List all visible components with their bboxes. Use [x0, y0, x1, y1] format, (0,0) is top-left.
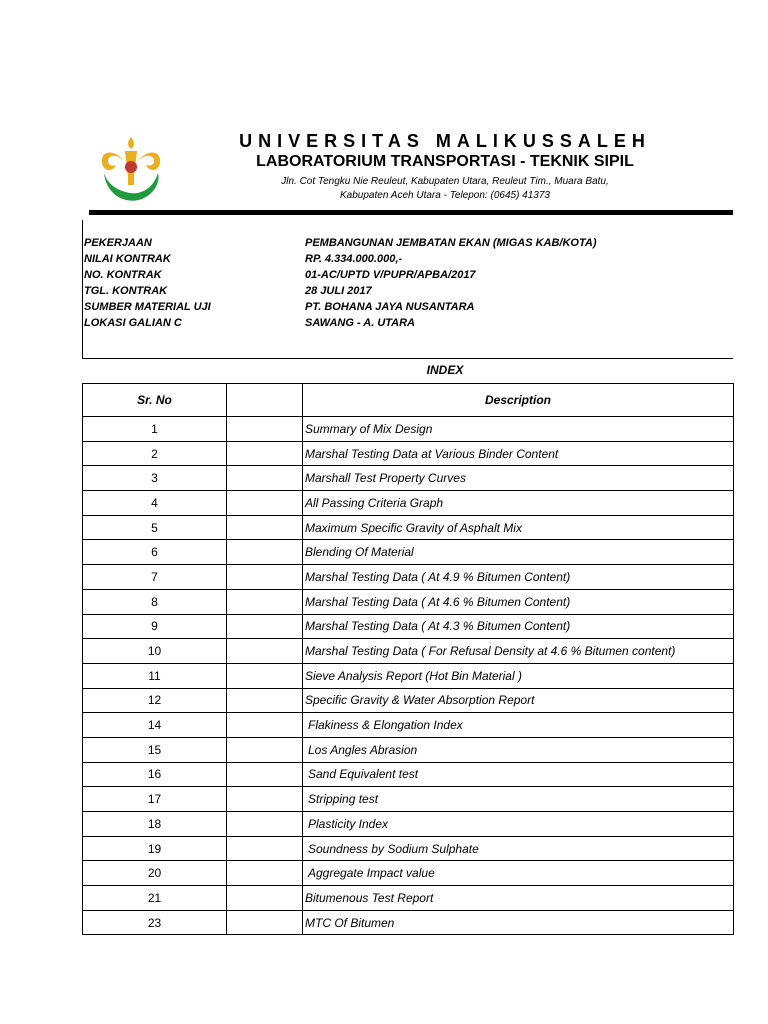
row-desc: Maximum Specific Gravity of Asphalt Mix [303, 515, 734, 540]
row-no: 5 [83, 515, 227, 540]
row-desc: Sand Equivalent test [303, 762, 734, 787]
project-info [84, 237, 724, 333]
row-no: 18 [83, 812, 227, 837]
table-row [83, 762, 734, 787]
row-desc: Sieve Analysis Report (Hot Bin Material ) [303, 663, 734, 688]
row-blank [227, 663, 303, 688]
row-blank [227, 466, 303, 491]
info-label: PEKERJAAN [84, 237, 152, 249]
table-row [83, 466, 734, 491]
col-header-no: Sr. No [83, 384, 227, 417]
table-row [83, 639, 734, 664]
row-desc: MTC Of Bitumen [303, 910, 734, 935]
row-blank [227, 515, 303, 540]
table-row [83, 565, 734, 590]
info-label: TGL. KONTRAK [84, 285, 168, 297]
row-desc: Marshal Testing Data ( At 4.9 % Bitumen Content) [303, 565, 734, 590]
info-label: LOKASI GALIAN C [84, 317, 182, 329]
row-desc: Blending Of Material [303, 540, 734, 565]
table-row [83, 812, 734, 837]
info-row-no-kontrak [84, 269, 724, 285]
table-row [83, 589, 734, 614]
row-desc: All Passing Criteria Graph [303, 491, 734, 516]
info-row-pekerjaan [84, 237, 724, 253]
address-line-1: Jln. Cot Tengku Nie Reuleut, Kabupaten Utara, Reuleut Tim., Muara Batu, [281, 176, 609, 187]
table-row [83, 417, 734, 442]
info-label: SUMBER MATERIAL UJI [84, 301, 211, 313]
row-blank [227, 812, 303, 837]
row-blank [227, 565, 303, 590]
row-no: 17 [83, 787, 227, 812]
col-header-blank [227, 384, 303, 417]
row-no: 23 [83, 910, 227, 935]
row-desc: Soundness by Sodium Sulphate [303, 836, 734, 861]
row-no: 1 [83, 417, 227, 442]
table-row [83, 836, 734, 861]
info-value: 01-AC/UPTD V/PUPR/APBA/2017 [305, 269, 476, 281]
info-value: RP. 4.334.000.000,- [305, 253, 403, 265]
university-name: UNIVERSITAS MALIKUSSALEH [239, 131, 651, 151]
col-header-desc: Description [303, 384, 734, 417]
row-blank [227, 836, 303, 861]
table-row [83, 787, 734, 812]
row-no: 10 [83, 639, 227, 664]
row-blank [227, 737, 303, 762]
row-no: 14 [83, 713, 227, 738]
row-blank [227, 417, 303, 442]
row-desc: Flakiness & Elongation Index [303, 713, 734, 738]
row-desc: Marshal Testing Data ( At 4.3 % Bitumen Content) [303, 614, 734, 639]
row-blank [227, 910, 303, 935]
row-blank [227, 861, 303, 886]
lab-name: LABORATORIUM TRANSPORTASI - TEKNIK SIPIL [256, 153, 634, 170]
info-value: PT. BOHANA JAYA NUSANTARA [305, 301, 475, 313]
logo-left-wing [102, 152, 126, 170]
row-blank [227, 589, 303, 614]
table-row [83, 663, 734, 688]
table-row [83, 540, 734, 565]
info-row-lokasi-galian [84, 317, 724, 333]
row-desc: Specific Gravity & Water Absorption Report [303, 688, 734, 713]
table-row [83, 614, 734, 639]
index-top-rule [82, 358, 733, 359]
row-no: 12 [83, 688, 227, 713]
row-blank [227, 639, 303, 664]
row-desc: Stripping test [303, 787, 734, 812]
table-row [83, 910, 734, 935]
info-row-nilai-kontrak [84, 253, 724, 269]
row-desc: Los Angles Abrasion [303, 737, 734, 762]
row-no: 21 [83, 886, 227, 911]
table-row [83, 886, 734, 911]
table-row [83, 688, 734, 713]
row-desc: Marshal Testing Data ( For Refusal Density at 4.6 % Bitumen content) [303, 639, 734, 664]
info-row-tgl-kontrak [84, 285, 724, 301]
info-label: NO. KONTRAK [84, 269, 162, 281]
university-logo [96, 133, 166, 205]
table-row [83, 441, 734, 466]
row-no: 7 [83, 565, 227, 590]
header-divider [89, 210, 733, 215]
row-blank [227, 713, 303, 738]
info-value: SAWANG - A. UTARA [305, 317, 415, 329]
info-value: PEMBANGUNAN JEMBATAN EKAN (MIGAS KAB/KOTA) [305, 237, 597, 249]
info-value: 28 JULI 2017 [305, 285, 372, 297]
table-row [83, 491, 734, 516]
table-row [83, 861, 734, 886]
row-desc: Aggregate Impact value [303, 861, 734, 886]
row-desc: Bitumenous Test Report [303, 886, 734, 911]
row-blank [227, 491, 303, 516]
row-blank [227, 540, 303, 565]
table-row [83, 515, 734, 540]
row-no: 16 [83, 762, 227, 787]
info-row-sumber-material [84, 301, 724, 317]
row-blank [227, 688, 303, 713]
row-no: 2 [83, 441, 227, 466]
row-desc: Marshal Testing Data at Various Binder Content [303, 441, 734, 466]
row-no: 6 [83, 540, 227, 565]
index-title: INDEX [426, 363, 464, 377]
row-no: 8 [83, 589, 227, 614]
row-blank [227, 441, 303, 466]
row-no: 4 [83, 491, 227, 516]
row-desc: Summary of Mix Design [303, 417, 734, 442]
index-header-row [83, 384, 734, 417]
row-no: 3 [83, 466, 227, 491]
row-blank [227, 614, 303, 639]
logo-right-wing [136, 152, 160, 170]
row-no: 19 [83, 836, 227, 861]
row-no: 15 [83, 737, 227, 762]
index-table [82, 383, 734, 935]
table-row [83, 737, 734, 762]
info-label: NILAI KONTRAK [84, 253, 171, 265]
row-no: 9 [83, 614, 227, 639]
row-blank [227, 787, 303, 812]
address-line-2: Kabupaten Aceh Utara - Telepon: (0645) 41373 [340, 190, 550, 201]
row-desc: Marshal Testing Data ( At 4.6 % Bitumen Content) [303, 589, 734, 614]
row-blank [227, 886, 303, 911]
row-desc: Plasticity Index [303, 812, 734, 837]
left-border [82, 220, 83, 358]
row-desc: Marshall Test Property Curves [303, 466, 734, 491]
row-no: 11 [83, 663, 227, 688]
row-blank [227, 762, 303, 787]
table-row [83, 713, 734, 738]
row-no: 20 [83, 861, 227, 886]
